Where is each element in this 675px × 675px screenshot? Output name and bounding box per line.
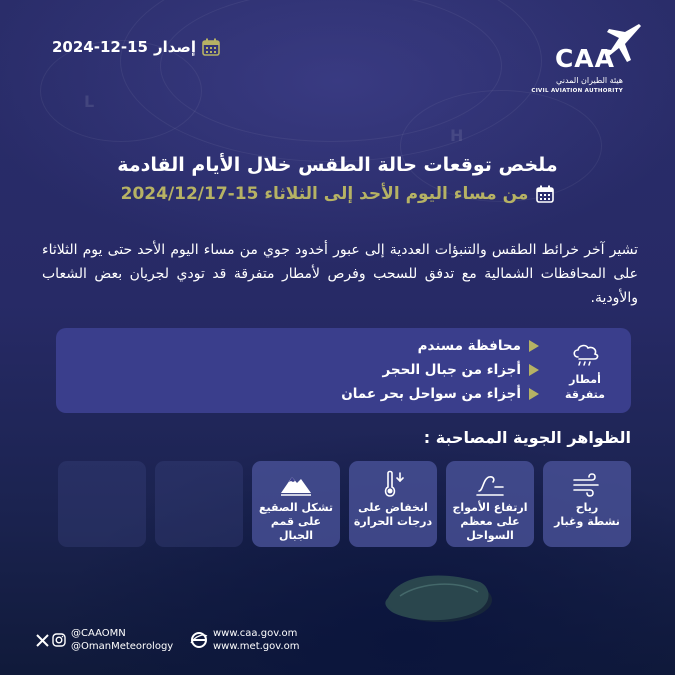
phenomenon-card-frost [252, 461, 340, 547]
issue-date-value: 2024-12-15 [52, 38, 148, 56]
thermometer-down-icon [376, 469, 410, 499]
phenomenon-card-empty [155, 461, 243, 547]
phenomenon-card-empty [58, 461, 146, 547]
lily-pad-decoration [380, 552, 500, 632]
logo-mark: CAA [554, 44, 615, 73]
forecast-description: تشير آخر خرائط الطقس والتنبؤات العددية إلى عبور أخدود جوي من مساء اليوم الأحد حتى يوم الثلاثاء على المحافظات الشمالية مع تدفق للسحب وفرص لأمطار متفرقة قد تودي لجريان بعض الشعاب والأودية. [42, 242, 638, 306]
waves-icon [473, 469, 507, 499]
caa-logo [531, 24, 645, 96]
issue-label: إصدار [153, 38, 197, 56]
browser-e-icon [190, 631, 208, 649]
bullet-triangle-icon [529, 364, 539, 376]
rain-cloud-icon [571, 342, 601, 368]
rain-label [557, 372, 613, 402]
rain-label-line2: متفرقة [565, 388, 605, 401]
phenomenon-label: انخفاض على درجات الحرارة [353, 501, 433, 528]
rain-area: أجزاء من جبال الحجر [382, 362, 521, 378]
rain-area: أجزاء من سواحل بحر عمان [341, 386, 521, 402]
forecast-period-text: من مساء اليوم الأحد إلى الثلاثاء 15-2024/12/17 [120, 184, 529, 204]
rain-area-list [341, 334, 539, 406]
calendar-icon [536, 185, 554, 203]
phenomenon-label: تشكل الصقيع على قمم الجبال [258, 501, 334, 542]
phenomenon-card-wind [543, 461, 631, 547]
frost-mountain-icon [279, 469, 313, 499]
bullet-triangle-icon [529, 340, 539, 352]
phenomenon-label: رياح نشطة وغبار [554, 501, 620, 528]
x-twitter-icon[interactable] [36, 634, 49, 647]
social-handle[interactable]: @OmanMeteorology [71, 641, 174, 652]
logo-english-name: CIVIL AVIATION AUTHORITY [531, 88, 623, 94]
list-item [341, 334, 539, 358]
rain-label-line1: أمطار [569, 373, 601, 386]
footer-websites [190, 627, 299, 653]
list-item [341, 358, 539, 382]
footer-social [36, 627, 173, 653]
phenomenon-label: ارتفاع الأمواج على معظم السواحل [452, 501, 528, 542]
instagram-icon[interactable] [52, 633, 66, 647]
wind-icon [570, 469, 604, 499]
rain-card [56, 328, 631, 413]
phenomenon-card-waves [446, 461, 534, 547]
forecast-period [0, 184, 675, 204]
page-title: ملخص توقعات حالة الطقس خلال الأيام القادمة [117, 154, 558, 176]
high-pressure-mark: H [450, 126, 464, 145]
social-handle[interactable]: @CAAOMN [71, 628, 126, 639]
rain-area: محافظة مسندم [417, 338, 521, 354]
phenomenon-card-temperature [349, 461, 437, 547]
issue-date [52, 38, 220, 56]
list-item [341, 382, 539, 406]
bullet-triangle-icon [529, 388, 539, 400]
phenomena-title: الظواهر الجوية المصاحبة : [423, 428, 631, 447]
website-link[interactable]: www.caa.gov.om [213, 628, 298, 639]
logo-arabic-name: هيئة الطيران المدني [556, 76, 623, 85]
calendar-icon [202, 38, 220, 56]
website-link[interactable]: www.met.gov.om [213, 641, 300, 652]
low-pressure-mark: L [84, 92, 95, 111]
